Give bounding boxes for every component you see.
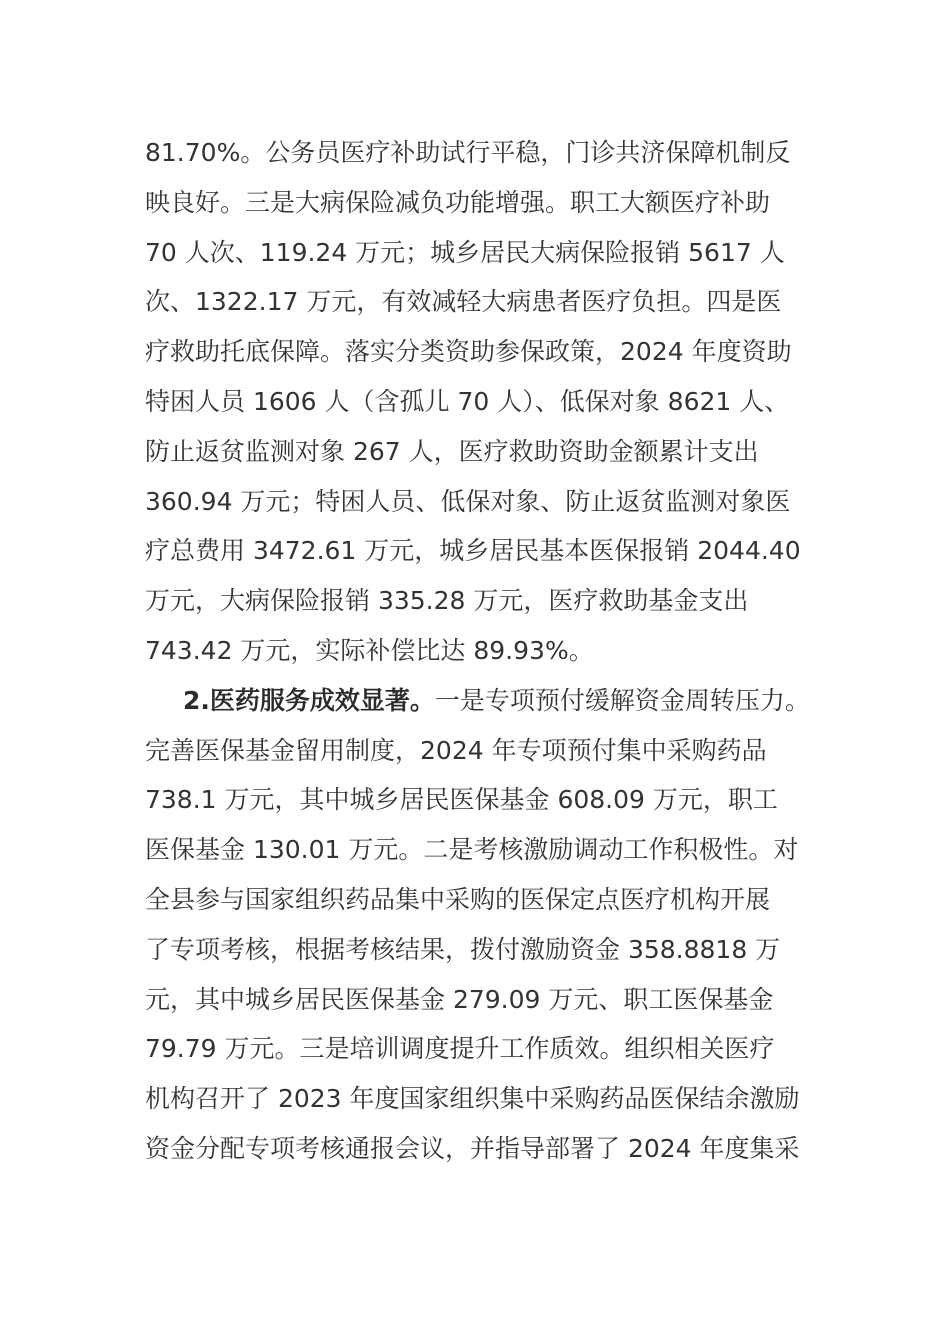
text-line: 了专项考核，根据考核结果，拨付激励资金 358.8818 万 bbox=[145, 934, 781, 964]
text-line: 疗救助托底保障。落实分类资助参保政策，2024 年度资助 bbox=[145, 337, 792, 367]
section-2-heading: 2.医药服务成效显著。 bbox=[183, 685, 435, 715]
text-line: 360.94 万元；特困人员、低保对象、防止返贫监测对象医 bbox=[145, 486, 791, 516]
text-line: 次、1322.17 万元，有效减轻大病患者医疗负担。四是医 bbox=[145, 287, 782, 317]
text-line: 元，其中城乡居民医保基金 279.09 万元、职工医保基金 bbox=[145, 984, 774, 1014]
section-2-first-line bbox=[145, 676, 825, 726]
section-2-first-line-text: 一是专项预付缓解资金周转压力。 bbox=[434, 685, 810, 715]
text-line: 743.42 万元，实际补偿比达 89.93%。 bbox=[145, 635, 594, 665]
text-line: 全县参与国家组织药品集中采购的医保定点医疗机构开展 bbox=[145, 884, 771, 914]
text-line: 防止返贫监测对象 267 人，医疗救助资助金额累计支出 bbox=[145, 436, 759, 466]
text-line: 70 人次、119.24 万元；城乡居民大病保险报销 5617 人 bbox=[145, 237, 785, 267]
text-line: 资金分配专项考核通报会议，并指导部署了 2024 年度集采 bbox=[145, 1133, 800, 1163]
text-line: 机构召开了 2023 年度国家组织集中采购药品医保结余激励 bbox=[145, 1084, 800, 1114]
text-line: 特困人员 1606 人（含孤儿 70 人）、低保对象 8621 人、 bbox=[145, 386, 790, 416]
document-body bbox=[145, 128, 825, 1174]
text-line: 79.79 万元。三是培训调度提升工作质效。组织相关医疗 bbox=[145, 1034, 775, 1064]
text-line: 738.1 万元，其中城乡居民医保基金 608.09 万元，职工 bbox=[145, 785, 778, 815]
text-line: 完善医保基金留用制度，2024 年专项预付集中采购药品 bbox=[145, 735, 767, 765]
text-line: 万元，大病保险报销 335.28 万元，医疗救助基金支出 bbox=[145, 586, 749, 616]
text-line: 医保基金 130.01 万元。二是考核激励调动工作积极性。对 bbox=[145, 835, 799, 865]
text-line: 81.70%。公务员医疗补助试行平稳，门诊共济保障机制反 bbox=[145, 138, 791, 167]
text-line: 映良好。三是大病保险减负功能增强。职工大额医疗补助 bbox=[145, 187, 771, 217]
text-line: 疗总费用 3472.61 万元，城乡居民基本医保报销 2044.40 bbox=[145, 536, 801, 566]
